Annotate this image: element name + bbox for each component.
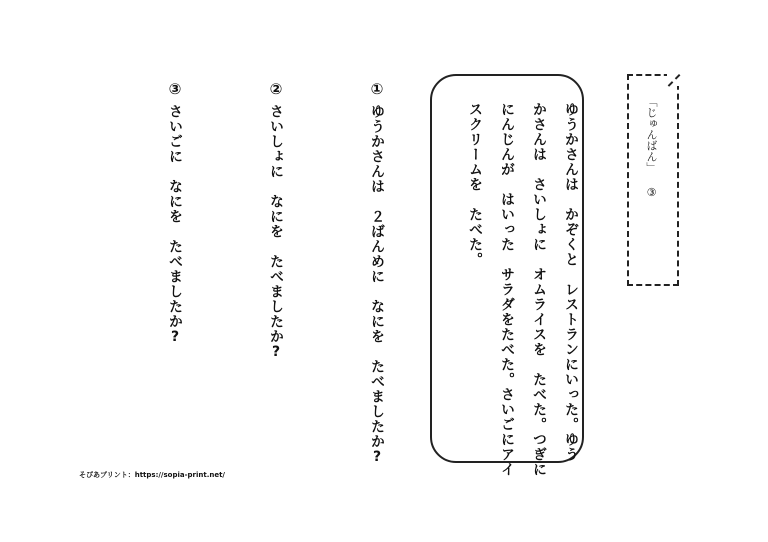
- story-line-3: にんじんが はいった サラダをたべた。さいごにアイ: [499, 102, 515, 477]
- story-line-4: スクリームを たべた。: [467, 102, 483, 267]
- question-1-number: ①: [370, 80, 384, 98]
- question-3-number: ③: [168, 80, 182, 98]
- question-2-text: さいしょに なにを たべましたか?: [268, 104, 284, 361]
- footer-credit: そぴあプリント：https://sopia-print.net/: [79, 471, 225, 479]
- question-1-text: ゆうかさんは ２ばんめに なにを たべましたか?: [369, 104, 385, 466]
- question-3-text: さいごに なにを たべましたか?: [167, 104, 183, 346]
- story-line-2: かさんは さいしょに オムライスを たべた。つぎに: [531, 102, 547, 477]
- worksheet-title: 「じゅんばん」 ③: [645, 96, 658, 199]
- question-2-number: ②: [269, 80, 283, 98]
- story-line-1: ゆうかさんは かぞくと レストランにいった。ゆう: [563, 102, 579, 462]
